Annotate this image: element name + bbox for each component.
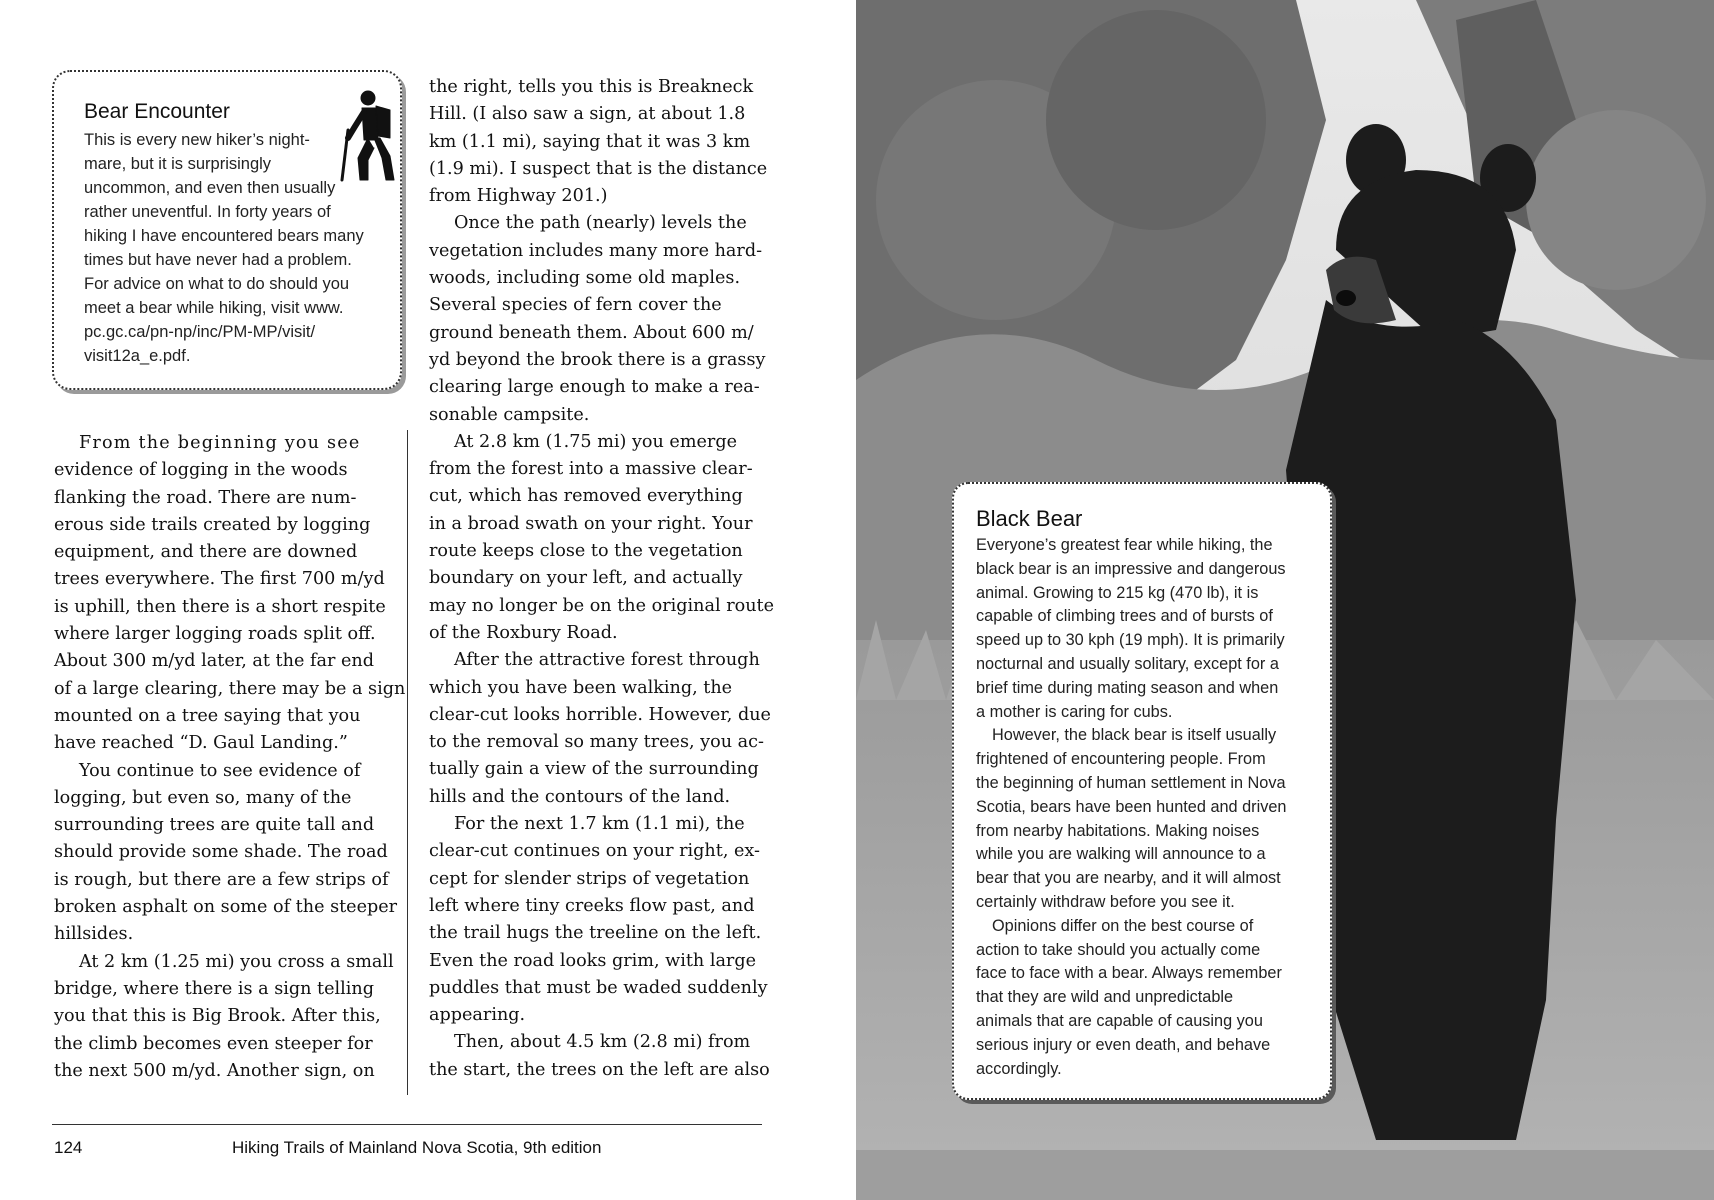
body-line: may no longer be on the original route bbox=[429, 595, 775, 616]
black-bear-line: action to take should you actually come bbox=[976, 940, 1261, 959]
body-column-right bbox=[429, 74, 775, 1084]
body-line: mounted on a tree saying that you bbox=[54, 705, 361, 726]
sidebar-line: rather uneventful. In forty years of bbox=[84, 203, 331, 221]
left-page bbox=[0, 0, 856, 1200]
black-bear-body bbox=[976, 534, 1321, 1081]
body-line: At 2 km (1.25 mi) you cross a small bbox=[79, 951, 394, 972]
body-line: (1.9 mi). I suspect that is the distance bbox=[429, 158, 768, 179]
body-line: have reached “D. Gaul Landing.” bbox=[54, 733, 348, 754]
body-line: cut, which has removed everything bbox=[429, 486, 743, 507]
sidebar-line: For advice on what to do should you bbox=[84, 275, 350, 293]
sidebar-title: Bear Encounter bbox=[84, 100, 230, 123]
body-line: the trail hugs the treeline on the left. bbox=[429, 923, 762, 944]
body-line: tually gain a view of the surrounding bbox=[429, 759, 759, 780]
body-line: Hill. (I also saw a sign, at about 1.8 bbox=[429, 104, 746, 125]
right-page bbox=[856, 0, 1714, 1200]
body-line: About 300 m/yd later, at the far end bbox=[54, 651, 374, 672]
body-column-left bbox=[54, 430, 406, 1085]
body-line: appearing. bbox=[429, 1005, 526, 1026]
body-line: From the beginning you see bbox=[79, 433, 361, 453]
body-line: Even the road looks grim, with large bbox=[429, 950, 757, 971]
sidebar-line: visit12a_e.pdf. bbox=[84, 347, 191, 365]
body-line: which you have been walking, the bbox=[429, 677, 733, 698]
body-line: hillsides. bbox=[54, 924, 134, 945]
black-bear-line: However, the black bear is itself usually bbox=[992, 726, 1277, 745]
body-line: erous side trails created by logging bbox=[54, 514, 371, 535]
body-line: vegetation includes many more hard- bbox=[429, 240, 763, 261]
body-line: For the next 1.7 km (1.1 mi), the bbox=[454, 814, 745, 835]
body-line: where larger logging roads split off. bbox=[54, 624, 376, 645]
body-line: from the forest into a massive clear- bbox=[429, 459, 753, 480]
sidebar-line: pc.gc.ca/pn-np/inc/PM-MP/visit/ bbox=[84, 323, 316, 341]
black-bear-line: from nearby habitations. Making noises bbox=[976, 821, 1260, 840]
body-line: Once the path (nearly) levels the bbox=[454, 213, 747, 234]
black-bear-sidebar bbox=[952, 482, 1332, 1100]
black-bear-line: animals that are capable of causing you bbox=[976, 1011, 1263, 1030]
body-line: of a large clearing, there may be a sign bbox=[54, 678, 406, 699]
body-line: km (1.1 mi), saying that it was 3 km bbox=[429, 131, 751, 152]
column-divider bbox=[407, 430, 408, 1095]
body-line: surrounding trees are quite tall and bbox=[54, 815, 375, 836]
body-line: Then, about 4.5 km (2.8 mi) from bbox=[454, 1032, 751, 1053]
body-line: should provide some shade. The road bbox=[54, 842, 388, 863]
body-line: is uphill, then there is a short respite bbox=[54, 596, 386, 617]
body-line: woods, including some old maples. bbox=[429, 268, 741, 289]
body-line: At 2.8 km (1.75 mi) you emerge bbox=[454, 431, 738, 452]
black-bear-line: animal. Growing to 215 kg (470 lb), it is bbox=[976, 583, 1259, 602]
body-line: equipment, and there are downed bbox=[54, 542, 358, 563]
body-line: hills and the contours of the land. bbox=[429, 786, 731, 807]
body-line: cept for slender strips of vegetation bbox=[429, 868, 750, 889]
body-line: to the removal so many trees, you ac- bbox=[429, 732, 764, 753]
black-bear-line: capable of climbing trees and of bursts of bbox=[976, 607, 1273, 626]
black-bear-line: speed up to 30 kph (19 mph). It is primarily bbox=[976, 631, 1285, 650]
black-bear-line: Everyone’s greatest fear while hiking, the bbox=[976, 536, 1273, 554]
body-line: trees everywhere. The first 700 m/yd bbox=[54, 569, 385, 590]
body-line: evidence of logging in the woods bbox=[54, 460, 348, 481]
body-line: Several species of fern cover the bbox=[429, 295, 722, 316]
body-line: route keeps close to the vegetation bbox=[429, 541, 743, 562]
body-line: the next 500 m/yd. Another sign, on bbox=[54, 1060, 375, 1081]
black-bear-line: while you are walking will announce to a bbox=[976, 845, 1266, 864]
black-bear-line: a mother is caring for cubs. bbox=[976, 702, 1173, 721]
body-line: from Highway 201.) bbox=[429, 186, 608, 207]
black-bear-line: serious injury or even death, and behave bbox=[976, 1035, 1271, 1054]
body-line: After the attractive forest through bbox=[454, 650, 760, 671]
footer-rule bbox=[52, 1124, 762, 1125]
black-bear-title: Black Bear bbox=[976, 506, 1083, 531]
body-line: logging, but even so, many of the bbox=[54, 787, 352, 808]
body-line: you that this is Big Brook. After this, bbox=[54, 1006, 381, 1027]
black-bear-line: Scotia, bears have been hunted and driven bbox=[976, 797, 1287, 816]
running-title: Hiking Trails of Mainland Nova Scotia, 9th edition bbox=[232, 1138, 602, 1157]
bear-encounter-sidebar bbox=[52, 70, 402, 390]
body-line: the climb becomes even steeper for bbox=[54, 1033, 373, 1054]
body-line: ground beneath them. About 600 m/ bbox=[429, 322, 754, 343]
black-bear-line: the beginning of human settlement in Nova bbox=[976, 773, 1286, 792]
body-line: clear-cut looks horrible. However, due bbox=[429, 704, 771, 725]
body-line: boundary on your left, and actually bbox=[429, 568, 743, 589]
black-bear-line: frightened of encountering people. From bbox=[976, 750, 1266, 769]
body-line: of the Roxbury Road. bbox=[429, 622, 618, 643]
black-bear-line: certainly withdraw before you see it. bbox=[976, 892, 1235, 911]
body-line: in a broad swath on your right. Your bbox=[429, 513, 753, 534]
body-line: bridge, where there is a sign telling bbox=[54, 978, 374, 999]
body-line: puddles that must be waded suddenly bbox=[429, 977, 768, 998]
body-line: clear-cut continues on your right, ex- bbox=[429, 841, 760, 862]
body-line: the right, tells you this is Breakneck bbox=[429, 77, 754, 97]
body-line: yd beyond the brook there is a grassy bbox=[429, 349, 766, 370]
sidebar-line: mare, but it is surprisingly bbox=[84, 155, 272, 173]
body-line: sonable campsite. bbox=[429, 404, 590, 425]
body-line: is rough, but there are a few strips of bbox=[54, 869, 389, 890]
black-bear-line: black bear is an impressive and dangerous bbox=[976, 559, 1286, 578]
sidebar-line: This is every new hiker’s night- bbox=[84, 131, 310, 149]
sidebar-line: hiking I have encountered bears many bbox=[84, 227, 364, 245]
body-line: left where tiny creeks flow past, and bbox=[429, 895, 755, 916]
black-bear-line: that they are wild and unpredictable bbox=[976, 988, 1234, 1007]
page-number: 124 bbox=[54, 1138, 83, 1157]
body-line: the start, the trees on the left are also bbox=[429, 1059, 770, 1080]
black-bear-line: accordingly. bbox=[976, 1059, 1062, 1078]
sidebar-body bbox=[84, 128, 384, 368]
black-bear-line: Opinions differ on the best course of bbox=[992, 916, 1254, 935]
sidebar-line: meet a bear while hiking, visit www. bbox=[84, 299, 344, 317]
black-bear-line: brief time during mating season and when bbox=[976, 678, 1279, 697]
body-line: broken asphalt on some of the steeper bbox=[54, 897, 398, 918]
black-bear-line: bear that you are nearby, and it will almost bbox=[976, 869, 1281, 888]
body-line: flanking the road. There are num- bbox=[54, 487, 357, 508]
sidebar-line: uncommon, and even then usually bbox=[84, 179, 336, 197]
sidebar-line: times but have never had a problem. bbox=[84, 251, 352, 269]
black-bear-line: nocturnal and usually solitary, except for a bbox=[976, 654, 1279, 673]
body-line: clearing large enough to make a rea- bbox=[429, 377, 760, 398]
black-bear-line: face to face with a bear. Always remember bbox=[976, 964, 1282, 983]
body-line: You continue to see evidence of bbox=[79, 760, 361, 781]
